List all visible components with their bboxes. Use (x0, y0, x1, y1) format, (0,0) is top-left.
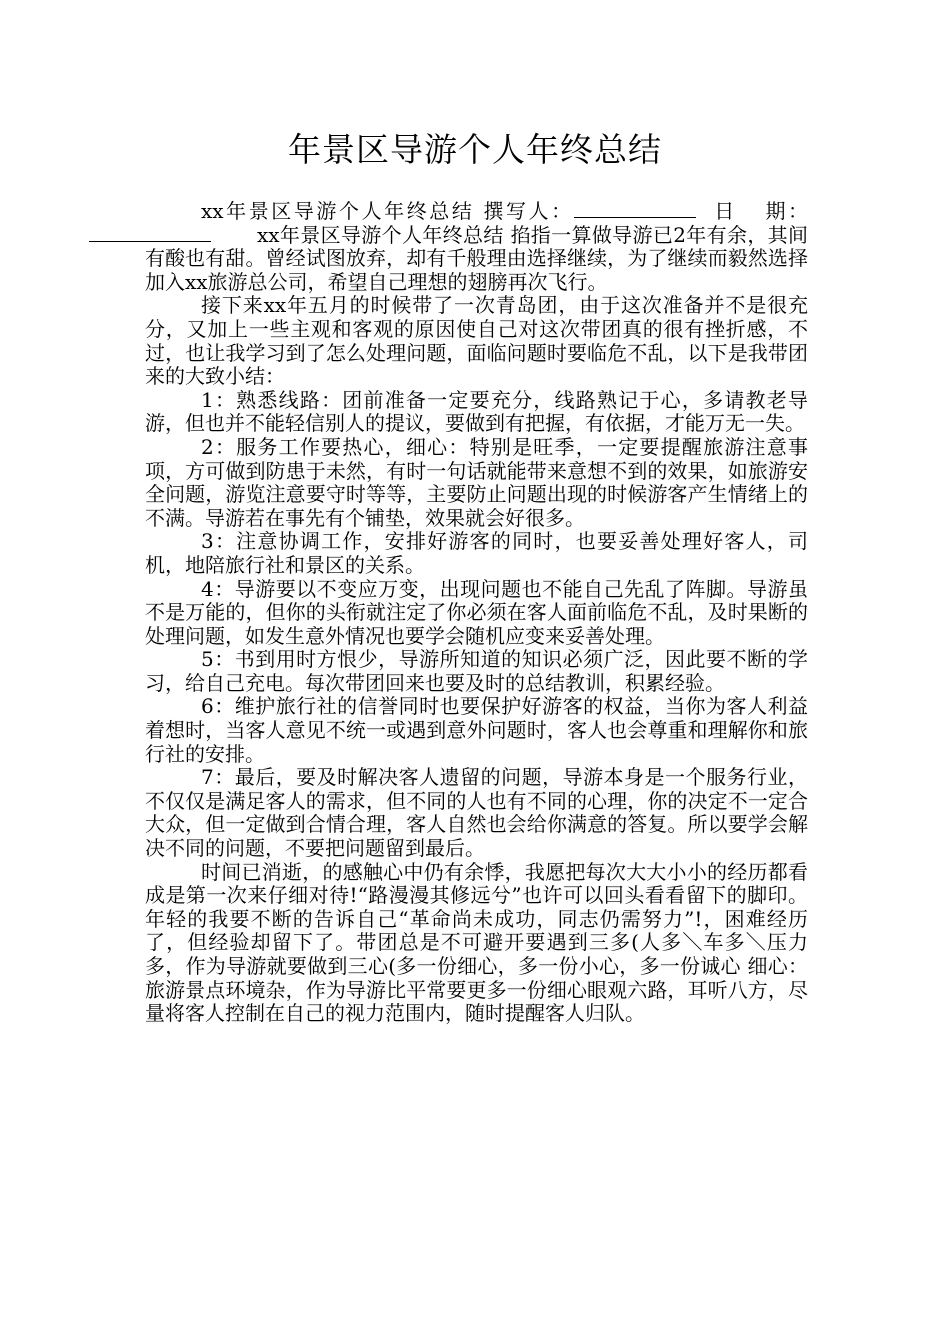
paragraph: 1：熟悉线路：团前准备一定要充分，线路熟记于心，多请教老导游，但也并不能轻信别人的提议，要做到有把握，有依据，才能万无一失。 (145, 387, 808, 436)
repeat-title: xx年景区导游个人年终总结 (257, 222, 504, 247)
paragraph: 5：书到用时方恨少，导游所知道的知识必须广泛，因此要不断的学习，给自己充电。每次带团回来也要及时的总结教训，积累经验。 (145, 647, 808, 695)
document-title: 年景区导游个人年终总结 (288, 130, 662, 169)
paragraph: 接下来xx年五月的时候带了一次青岛团，由于这次准备并不是很充分，又加上一些主观和客观的原因使自己对这次带团真的很有挫折感，不过，也让我学习到了怎么处理问题，面临问题时要临危不乱，以下是我带团来的大致小结： (145, 293, 808, 389)
intro-title: xx年景区导游个人年终总结 (201, 199, 475, 223)
opening-text: 掐指一算做导游已2年有余，其间有酸也有甜。曾经试图放弃，却有千般理由选择继续，为了继续而毅然选择加入xx旅游总公司，希望自己理想的翅膀再次飞行。 (145, 222, 809, 294)
date-label-a: 日 (711, 199, 737, 223)
paragraph: 3：注意协调工作，安排好游客的同时，也要妥善处理好客人，司机，地陪旅行社和景区的关系。 (145, 529, 808, 577)
paragraph: 时间已消逝，的感触心中仍有余悸，我愿把每次大大小小的经历都看成是第一次来仔细对待!“路漫漫其修远兮”也许可以回头看看留下的脚印。年轻的我要不断的告诉自己“革命尚未成功，同志仍需努力”!，困难经历了，但经验却留下了。带团总是不可避开要遇到三多(人多＼车多＼压力多，作为导游就要做到三心(多一份细心，多一份小心，多一份诚心 细心：旅游景点环境杂，作为导游比平常要更多一份细心眼观六路，耳听八方，尽量将客人控制在自己的视力范围内，随时提醒客人归队。 (145, 859, 808, 1026)
document-body (145, 200, 808, 1026)
date-label-b: 期： (762, 199, 809, 223)
author-label: 撰写人： (483, 199, 574, 223)
paragraph: 4：导游要以不变应万变，出现问题也不能自己先乱了阵脚。导游虽不是万能的，但你的头衔就注定了你必须在客人面前临危不乱，及时果断的处理问题，如发生意外情况也要学会随机应变来妥善处理。 (145, 576, 808, 648)
paragraph: 7：最后，要及时解决客人遗留的问题，导游本身是一个服务行业，不仅仅是满足客人的需求，但不同的人也有不同的心理，你的决定不一定合大众，但一定做到合情合理，客人自然也会给你满意的答复。所以要学会解决不同的问题，不要把问题留到最后。 (145, 765, 808, 861)
header-paragraph (145, 200, 808, 294)
paragraph: 2：服务工作要热心，细心：特别是旺季，一定要提醒旅游注意事项，方可做到防患于未然，有时一句话就能带来意想不到的效果，如旅游安全问题，游览注意要守时等等，主要防止问题出现的时候游客产生情绪上的不满。导游若在事先有个铺垫，效果就会好很多。 (145, 434, 808, 530)
author-blank-line (574, 203, 696, 218)
paragraph: 6：维护旅行社的信誉同时也要保护好游客的权益，当你为客人利益着想时，当客人意见不统一或遇到意外问题时，客人也会尊重和理解你和旅行社的安排。 (145, 694, 808, 766)
date-blank-line (89, 227, 211, 242)
